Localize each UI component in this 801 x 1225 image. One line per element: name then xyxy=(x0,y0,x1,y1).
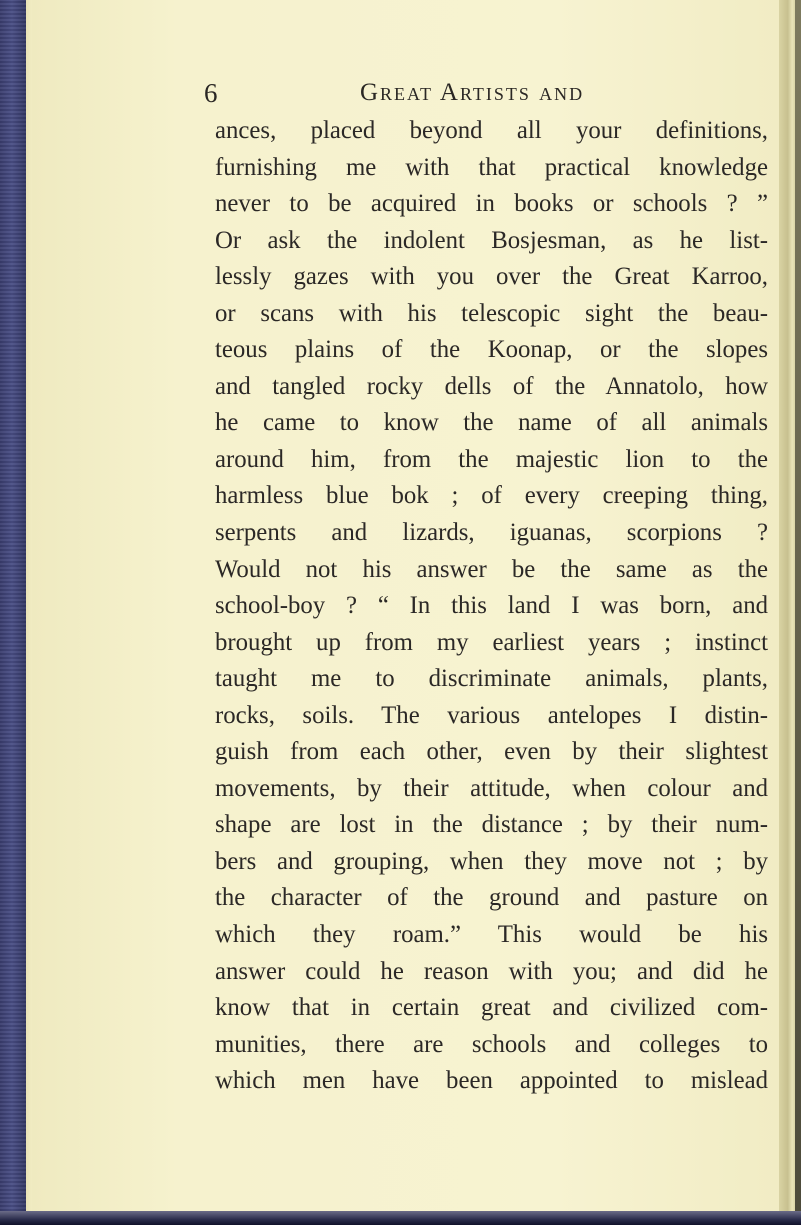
page-gutter-edge xyxy=(26,0,32,1225)
text-line: taught me to discriminate animals, plants, xyxy=(215,665,768,693)
text-line: school-boy ? “ In this land I was born, and xyxy=(215,592,768,620)
body-text xyxy=(215,113,768,1100)
text-line: munities, there are schools and colleges to xyxy=(215,1030,768,1058)
text-line: ances, placed beyond all your definitions, xyxy=(215,117,768,144)
bottom-cover-edge xyxy=(0,1211,801,1225)
text-line: furnishing me with that practical knowledge xyxy=(215,153,768,181)
text-line: guish from each other, even by their slightest xyxy=(215,738,768,766)
text-line: which men have been appointed to mislead xyxy=(215,1067,768,1095)
text-line: Would not his answer be the same as the xyxy=(215,555,768,583)
page-number: 6 xyxy=(204,78,218,108)
text-line: movements, by their attitude, when colour and xyxy=(215,774,768,802)
text-line: around him, from the majestic lion to the xyxy=(215,445,768,473)
text-line: answer could he reason with you; and did he xyxy=(215,957,768,985)
text-line: which they roam.” This would be his xyxy=(215,921,768,949)
text-line: the character of the ground and pasture on xyxy=(215,884,768,912)
page-fore-edge-shadow xyxy=(795,0,801,1225)
running-head: Great Artists and xyxy=(360,79,585,106)
text-line: and tangled rocky dells of the Annatolo, how xyxy=(215,372,768,400)
text-line: harmless blue bok ; of every creeping thing, xyxy=(215,482,768,510)
text-line: lessly gazes with you over the Great Karroo, xyxy=(215,263,768,291)
text-line: know that in certain great and civilized com- xyxy=(215,994,768,1022)
text-line: he came to know the name of all animals xyxy=(215,409,768,437)
text-line: brought up from my earliest years ; instinct xyxy=(215,628,768,656)
text-line: shape are lost in the distance ; by their num- xyxy=(215,811,768,839)
text-line: rocks, soils. The various antelopes I distin- xyxy=(215,701,768,729)
text-line: or scans with his telescopic sight the beau- xyxy=(215,299,768,327)
text-line: Or ask the indolent Bosjesman, as he list- xyxy=(215,226,768,254)
text-line: teous plains of the Koonap, or the slopes xyxy=(215,336,768,364)
text-line: serpents and lizards, iguanas, scorpions ? xyxy=(215,519,768,547)
text-line: never to be acquired in books or schools ? ” xyxy=(215,190,768,218)
text-line: bers and grouping, when they move not ; by xyxy=(215,847,768,875)
